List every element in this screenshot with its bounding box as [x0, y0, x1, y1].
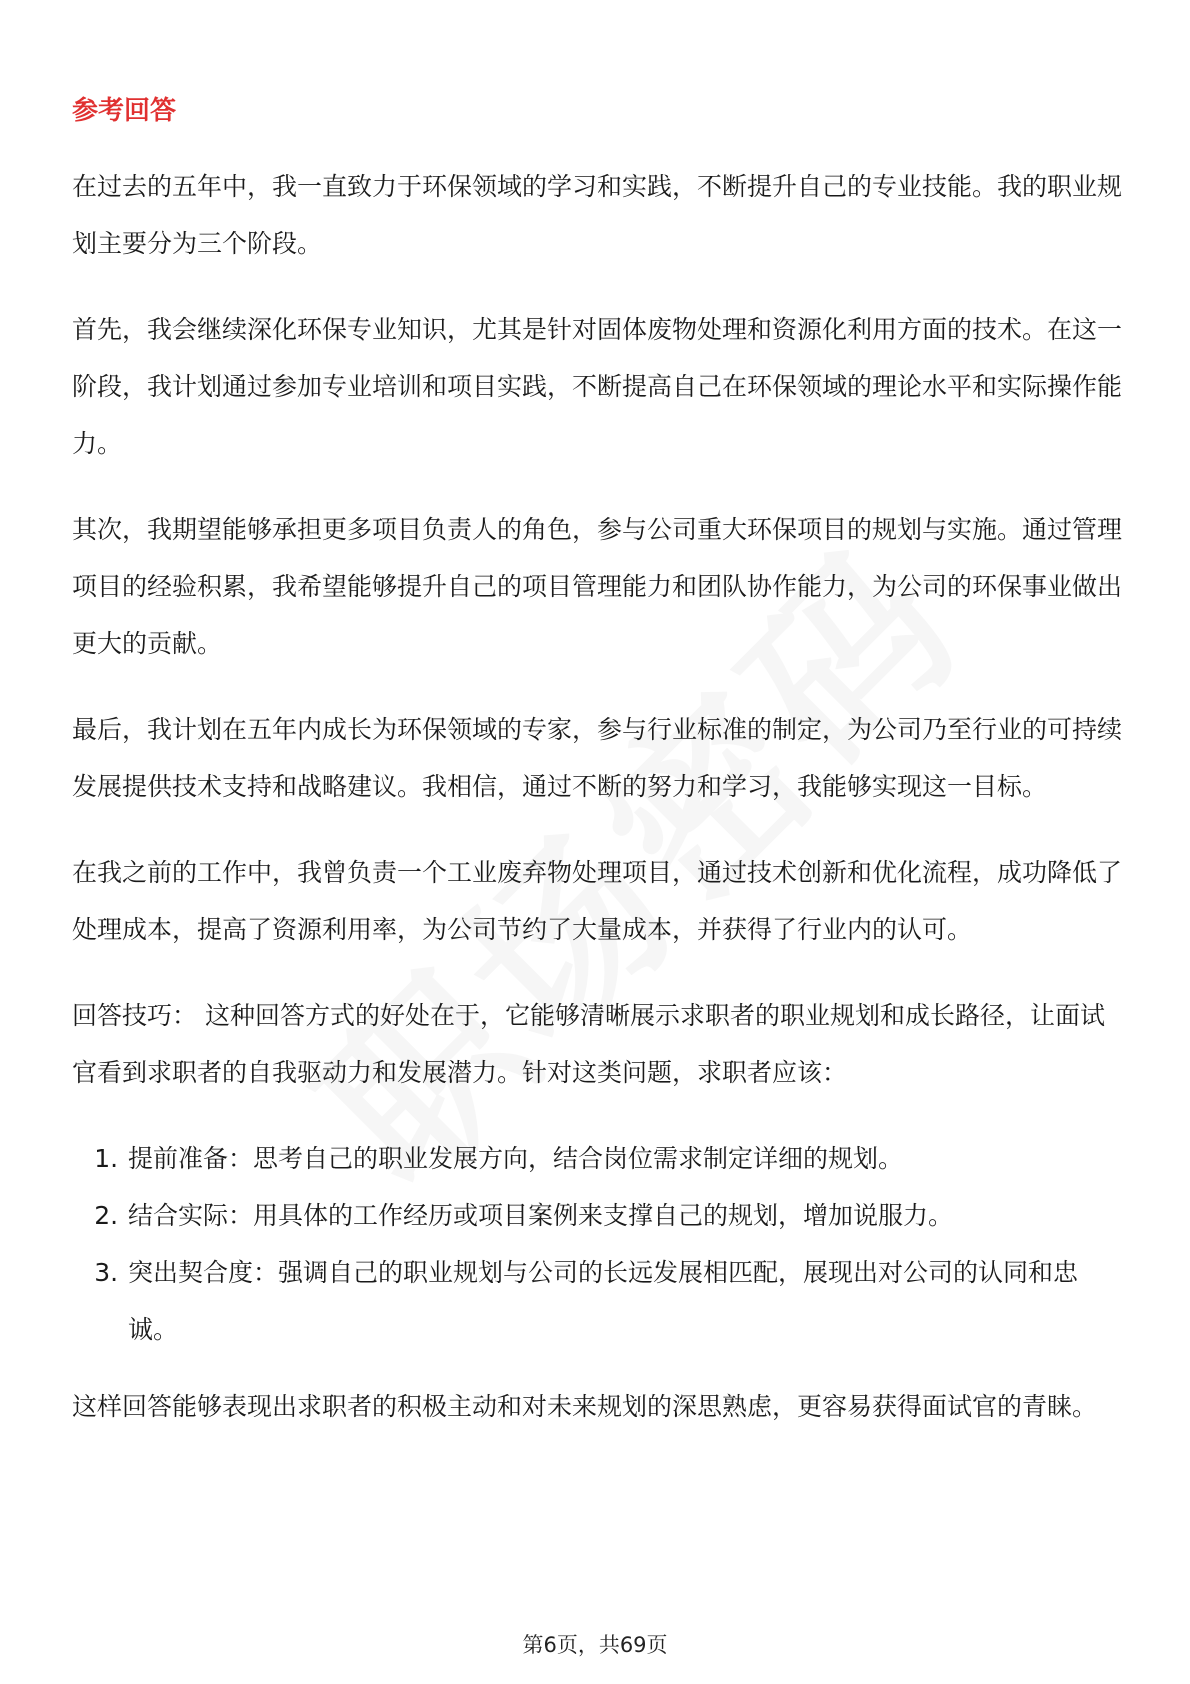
paragraph-tips-intro: 回答技巧： 这种回答方式的好处在于，它能够清晰展示求职者的职业规划和成长路径，让面试官看到求职者的自我驱动力和发展潜力。针对这类问题，求职者应该： — [72, 1001, 1105, 1087]
tips-list-item: 3. 突出契合度：强调自己的职业规划与公司的长远发展相匹配，展现出对公司的认同和忠诚。 — [126, 1244, 1122, 1358]
tips-list-item: 1. 提前准备：思考自己的职业发展方向，结合岗位需求制定详细的规划。 — [126, 1130, 1122, 1187]
page-number: 第6页，共69页 — [522, 1633, 668, 1657]
paragraph-stage-3: 最后，我计划在五年内成长为环保领域的专家，参与行业标准的制定，为公司乃至行业的可持续发展提供技术支持和战略建议。我相信，通过不断的努力和学习，我能够实现这一目标。 — [72, 715, 1123, 801]
answer-body — [72, 158, 1122, 1464]
section-heading: 参考回答 — [72, 96, 177, 126]
tips-list — [72, 1130, 1122, 1358]
paragraph-stage-2: 其次，我期望能够承担更多项目负责人的角色，参与公司重大环保项目的规划与实施。通过管理项目的经验积累，我希望能够提升自己的项目管理能力和团队协作能力，为公司的环保事业做出更大的贡献。 — [72, 515, 1123, 658]
paragraph-intro: 在过去的五年中，我一直致力于环保领域的学习和实践，不断提升自己的专业技能。我的职业规划主要分为三个阶段。 — [72, 172, 1123, 258]
paragraph-stage-1: 首先，我会继续深化环保专业知识，尤其是针对固体废物处理和资源化利用方面的技术。在这一阶段，我计划通过参加专业培训和项目实践，不断提高自己在环保领域的理论水平和实际操作能力。 — [72, 315, 1123, 458]
tips-list-item: 2. 结合实际：用具体的工作经历或项目案例来支撑自己的规划，增加说服力。 — [126, 1187, 1122, 1244]
paragraph-experience: 在我之前的工作中，我曾负责一个工业废弃物处理项目，通过技术创新和优化流程，成功降低了处理成本，提高了资源利用率，为公司节约了大量成本，并获得了行业内的认可。 — [72, 858, 1123, 944]
paragraph-closing: 这样回答能够表现出求职者的积极主动和对未来规划的深思熟虑，更容易获得面试官的青睐。 — [72, 1392, 1098, 1421]
